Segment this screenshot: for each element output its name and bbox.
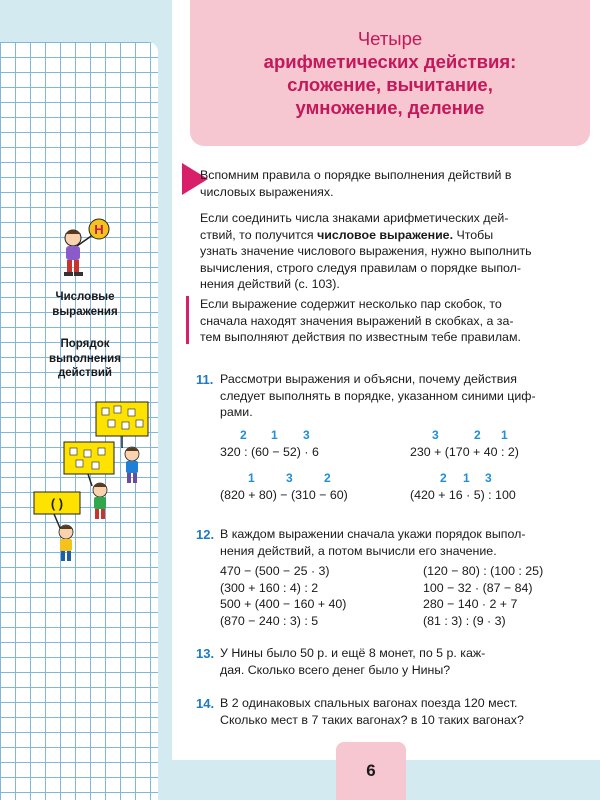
sidebar-label-numeric-expressions: Числовые выражения xyxy=(52,291,118,318)
task-number: 13. xyxy=(196,646,215,661)
order-digit: 3 xyxy=(286,471,293,485)
task-number: 11. xyxy=(196,372,214,387)
expression: 470 − (500 − 25 · 3) xyxy=(220,564,330,578)
task-number: 14. xyxy=(196,696,215,711)
expression: (81 : 3) : (9 · 3) xyxy=(423,613,506,628)
expression: 100 − 32 · (87 − 84) xyxy=(423,580,533,595)
task-14-text: В 2 одинаковых спальных вагонах поезда 120 мест. Сколько мест в 7 таких вагонах? в 10 таких вагонах? xyxy=(220,696,524,727)
order-digit: 1 xyxy=(248,471,255,485)
expression: (870 − 240 : 3) : 5 xyxy=(220,613,319,628)
boy-with-h-flag-icon xyxy=(55,216,115,282)
task-12-left-expressions xyxy=(220,563,346,629)
h-badge-text: Н xyxy=(94,222,104,237)
rule-marker-bar xyxy=(186,296,189,344)
order-digit: 1 xyxy=(463,471,470,485)
order-digit: 2 xyxy=(240,428,247,442)
order-digit: 2 xyxy=(474,428,481,442)
expression: (300 + 160 : 4) : 2 xyxy=(220,580,319,595)
task-11-text: Рассмотри выражения и объясни, почему действия следует выполнять в порядке, указанном синими циф- рами. xyxy=(220,372,536,420)
expression: (120 − 80) : (100 : 25) xyxy=(423,564,544,578)
task-number: 12. xyxy=(196,527,215,542)
page-number: 6 xyxy=(336,742,406,800)
expression: 280 − 140 · 2 + 7 xyxy=(423,597,518,612)
expression: 230 + (170 + 40 : 2) xyxy=(410,445,519,459)
order-digit: 3 xyxy=(303,428,310,442)
term-numeric-expression: числовое выражение. xyxy=(317,227,454,242)
order-digit: 3 xyxy=(485,471,492,485)
expression: (420 + 16 · 5) : 100 xyxy=(410,488,516,502)
title-line: умножение, деление xyxy=(295,97,485,118)
task-13-text: У Нины было 50 р. и ещё 8 монет, по 5 р. каж- дая. Сколько всего денег было у Нины? xyxy=(220,646,486,677)
expression: (820 + 80) − (310 − 60) xyxy=(220,488,348,502)
title-box xyxy=(190,0,590,146)
task-12-text: В каждом выражении сначала укажи порядок выпол- нения действий, а потом вычисли его значение. xyxy=(220,527,526,558)
order-digit: 1 xyxy=(501,428,508,442)
sign-text: ( ) xyxy=(50,496,64,511)
intro-paragraph-3: Если выражение содержит несколько пар скобок, то сначала находят значения выражений в скобках, а за- тем выполняют действия по известным тебе правилам. xyxy=(200,297,521,345)
task-12-right-expressions xyxy=(423,563,543,629)
kids-with-signs-illustration-icon xyxy=(30,396,155,568)
order-digit: 3 xyxy=(432,428,439,442)
expression: 500 + (400 − 160 + 40) xyxy=(220,597,347,612)
intro-paragraph-2: Если соединить числа знаками арифметических дей- ствий, то получится числовое выражение. Чтобы узнать значение числового выражения, нужно выполнить вычисления, строго следуя правилам о порядке выпол- нения действий (с. 103). xyxy=(200,211,532,292)
order-digit: 2 xyxy=(324,471,331,485)
title-line: арифметических действия: xyxy=(263,51,517,72)
title-line: сложение, вычитание, xyxy=(287,74,493,95)
sidebar-label-order-of-operations: Порядок выполнения действий xyxy=(49,338,121,379)
order-digit: 1 xyxy=(271,428,278,442)
expression: 320 : (60 − 52) · 6 xyxy=(220,445,319,459)
intro-paragraph-1: Вспомним правила о порядке выполнения действий в числовых выражениях. xyxy=(200,168,512,199)
order-digit: 2 xyxy=(440,471,447,485)
title-line: Четыре xyxy=(357,28,423,49)
